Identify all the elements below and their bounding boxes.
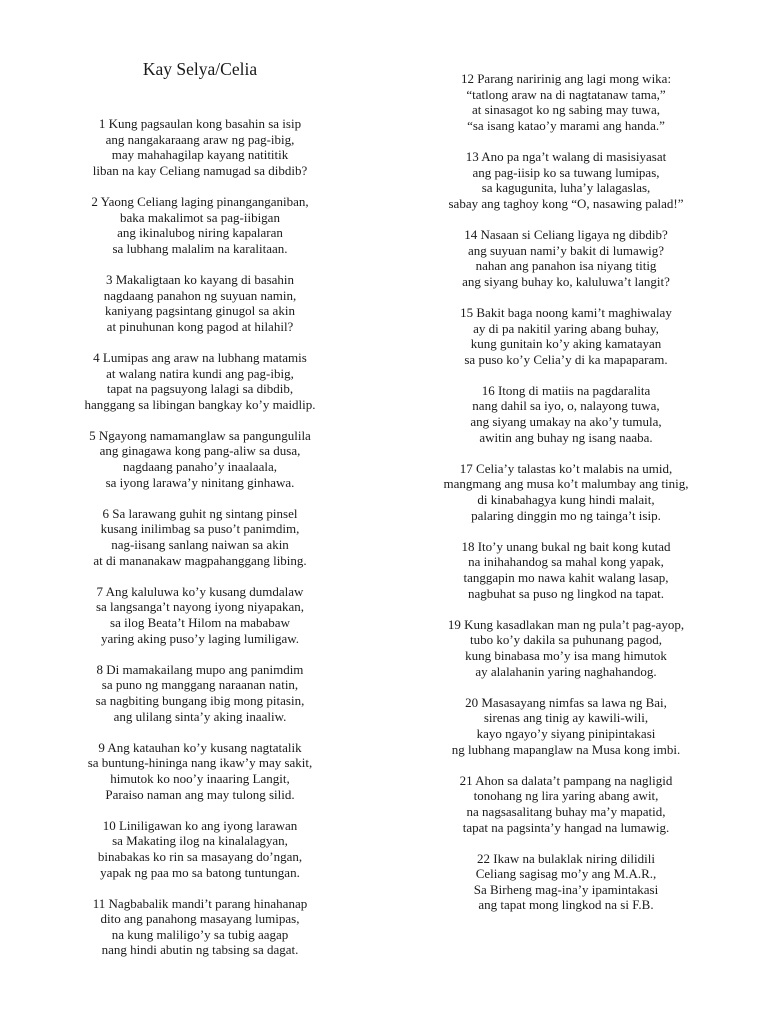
verse-line: ang siyang buhay ko, kaluluwa’t langit? <box>462 273 670 289</box>
stanza <box>406 71 726 133</box>
verse-line: ang suyuan nami’y bakit di lumawig? <box>467 242 665 258</box>
verse-line: na inihahandog sa mahal kong yapak, <box>468 554 664 570</box>
stanza <box>406 149 726 211</box>
stanza <box>40 272 360 334</box>
verse-line: 13 Ano pa nga’t walang di masisiyasat <box>465 148 667 164</box>
verse-line: mangmang ang musa ko’t malumbay ang tinig, <box>443 476 689 492</box>
verse-line: tubo ko’y dakila sa puhunang pagod, <box>469 632 663 648</box>
verse-line: yapak ng paa mo sa batong tuntungan. <box>100 864 300 880</box>
verse-line: Celiang sagisag mo’y ang M.A.R., <box>475 866 657 882</box>
verse-line: at di mananakaw magpahanggang libing. <box>93 552 307 568</box>
stanza <box>406 695 726 757</box>
verse-line: tanggapin mo nawa kahit walang lasap, <box>463 570 669 585</box>
verse-line: ang siyang umakay na ako’y tumula, <box>470 414 662 430</box>
verse-line: 6 Sa larawang guhit ng sintang pinsel <box>102 505 298 521</box>
verse-line: sa puno ng manggang naraanan natin, <box>101 677 299 693</box>
verse-line: 4 Lumipas ang araw na lubhang matamis <box>93 349 307 365</box>
verse-line: binabakas ko rin sa masayang do’ngan, <box>97 848 303 864</box>
verse-line: sa langsanga’t nayong iyong niyapakan, <box>95 599 305 615</box>
verse-line: sa lubhang malalim na karalitaan. <box>112 240 288 256</box>
verse-line: tapat na pagsinta’y hangad na lumawig. <box>462 819 670 835</box>
verse-line: nagdaang panahon ng suyuan namin, <box>103 287 297 303</box>
verse-line: Paraiso naman ang may tulong silid. <box>105 786 295 802</box>
stanza <box>406 617 726 679</box>
verse-line: 14 Nasaan si Celiang ligaya ng dibdib? <box>464 226 668 242</box>
verse-line: nahan ang panahon isa niyang titig <box>475 258 657 274</box>
verse-line: 15 Bakit baga noong kami’t maghiwalay <box>460 304 672 320</box>
stanza <box>406 227 726 289</box>
stanza <box>40 194 360 256</box>
stanza <box>406 851 726 913</box>
verse-line: “tatlong araw na di nagtatanaw tama,” <box>466 86 666 102</box>
verse-line: ang ulilang sinta’y aking inaaliw. <box>113 708 287 724</box>
verse-line: liban na kay Celiang namugad sa dibdib? <box>92 162 308 178</box>
verse-line: ay alalahanin yaring naghahandog. <box>475 663 657 679</box>
poem-title: Kay Selya/Celia <box>142 59 258 79</box>
stanza <box>40 818 360 880</box>
verse-line: may mahahagilap kayang natititik <box>111 147 289 163</box>
verse-line: sa buntung-hininga nang ikaw’y may sakit, <box>87 755 313 771</box>
stanza <box>406 461 726 523</box>
stanza <box>40 662 360 724</box>
verse-line: 12 Parang naririnig ang lagi mong wika: <box>460 71 672 86</box>
verse-line: Sa Birheng mag-ina’y ipamintakasi <box>473 881 659 897</box>
verse-line: na nagsasalitang buhay ma’y mapatid, <box>466 803 666 819</box>
verse-line: sa nagbiting bungang ibig mong pitasin, <box>95 692 305 708</box>
verse-line: 2 Yaong Celiang laging pinanganganiban, <box>91 193 309 209</box>
verse-line: 18 Ito’y unang bukal ng bait kong kutad <box>461 538 671 554</box>
verse-line: kaniyang pagsintang ginugol sa akin <box>105 303 295 319</box>
verse-line: 5 Ngayong namamanglaw sa pangungulila <box>89 427 311 443</box>
verse-line: sa kagugunita, luha’y lalagaslas, <box>481 180 651 196</box>
verse-line: sa Makating ilog na kinalalagyan, <box>112 833 288 849</box>
verse-line: ang ikinalubog niring kapalaran <box>117 225 283 241</box>
verse-line: 11 Nagbabalik mandi’t parang hinahanap <box>92 895 308 911</box>
verse-line: nagdaang panaho’y inaalaala, <box>122 459 278 475</box>
verse-line: dito ang panahong masayang lumipas, <box>100 911 300 927</box>
verse-line: at walang natira kundi ang pag-ibig, <box>106 365 294 381</box>
stanza <box>406 773 726 835</box>
verse-line: 20 Masasayang nimfas sa lawa ng Bai, <box>465 694 667 710</box>
verse-line: sa iyong larawa’y ninitang ginhawa. <box>105 474 295 490</box>
stanza <box>40 428 360 490</box>
verse-line: nang hindi abutin ng tabsing sa dagat. <box>101 942 299 958</box>
verse-line: baka makalimot sa pag-iibigan <box>120 209 280 225</box>
verse-line: himutok ko noo’y inaaring Langit, <box>110 770 290 786</box>
verse-line: palaring dinggin mo ng tainga’t isip. <box>471 507 661 523</box>
verse-line: at pinuhunan kong pagod at hilahil? <box>106 318 294 334</box>
stanza <box>40 584 360 646</box>
stanza <box>406 383 726 445</box>
verse-line: at sinasagot ko ng sabing may tuwa, <box>471 102 661 118</box>
stanza <box>406 539 726 601</box>
verse-line: sa ilog Beata’t Hilom na mababaw <box>110 615 290 630</box>
right-column <box>406 71 726 929</box>
verse-line: 7 Ang kaluluwa ko’y kusang dumdalaw <box>96 583 304 599</box>
verse-line: sa puso ko’y Celia’y di ka mapaparam. <box>464 351 668 367</box>
verse-line: ang nangakaraang araw ng pag-ibig, <box>105 131 295 147</box>
verse-line: kung binabasa mo’y isa mang himutok <box>465 647 667 663</box>
verse-line: 19 Kung kasadlakan man ng pula’t pag-ayop, <box>447 616 685 632</box>
stanza <box>40 350 360 412</box>
verse-line: 22 Ikaw na bulaklak niring dilidili <box>477 850 655 866</box>
verse-line: kayo ngayo’y siyang pinipintakasi <box>476 725 656 741</box>
verse-line: 21 Ahon sa dalata’t pampang na nagligid <box>459 772 673 788</box>
verse-line: nang dahil sa iyo, o, nalayong tuwa, <box>472 398 660 414</box>
stanza <box>40 740 360 802</box>
stanza <box>406 305 726 367</box>
verse-line: 16 Itong di matiis na pagdaralita <box>481 382 651 398</box>
verse-line: nagbuhat sa puso ng lingkod na tapat. <box>467 585 665 601</box>
verse-line: 10 Liniligawan ko ang iyong larawan <box>102 817 298 833</box>
verse-line: nag-iisang sanlang naiwan sa akin <box>111 537 289 553</box>
verse-line: tonohang ng lira yaring abang awit, <box>473 788 659 804</box>
verse-line: ay di pa nakitil yaring abang buhay, <box>473 320 659 336</box>
left-column <box>40 116 360 974</box>
verse-line: 8 Di mamakailang mupo ang panimdim <box>96 661 304 677</box>
verse-line: kusang inilimbag sa puso’t panimdim, <box>100 521 300 537</box>
verse-line: 1 Kung pagsaulan kong basahin sa isip <box>98 116 302 131</box>
verse-line: ang pag-iisip ko sa tuwang lumipas, <box>472 164 660 180</box>
verse-line: 9 Ang katauhan ko’y kusang nagtatalik <box>98 739 302 755</box>
stanza <box>40 506 360 568</box>
verse-line: ang ginagawa kong pang-aliw sa dusa, <box>99 443 301 459</box>
verse-line: tapat na pagsuyong lalagi sa dibdib, <box>106 381 294 397</box>
verse-line: sabay ang taghoy kong “O, nasawing palad!” <box>448 195 684 211</box>
verse-line: kung gunitain ko’y aking kamatayan <box>470 336 662 352</box>
verse-line: awitin ang buhay ng isang naaba. <box>479 429 653 445</box>
verse-line: ng lubhang mapanglaw na Musa kong imbi. <box>451 741 681 757</box>
verse-line: “sa isang katao’y marami ang handa.” <box>467 117 665 133</box>
verse-line: 17 Celia’y talastas ko’t malabis na umid, <box>459 460 673 476</box>
verse-line: 3 Makaligtaan ko kayang di basahin <box>105 271 295 287</box>
verse-line: na kung maliligo’y sa tubig aagap <box>111 926 289 942</box>
verse-line: sirenas ang tinig ay kawili-wili, <box>483 710 649 726</box>
stanza <box>40 116 360 178</box>
verse-line: ang tapat mong lingkod na si F.B. <box>478 897 654 913</box>
verse-line: yaring aking puso’y laging lumiligaw. <box>100 630 300 646</box>
verse-line: hanggang sa libingan bangkay ko’y maidlip. <box>84 396 316 412</box>
verse-line: di kinabahagya kung hindi malait, <box>477 492 655 508</box>
stanza <box>40 896 360 958</box>
